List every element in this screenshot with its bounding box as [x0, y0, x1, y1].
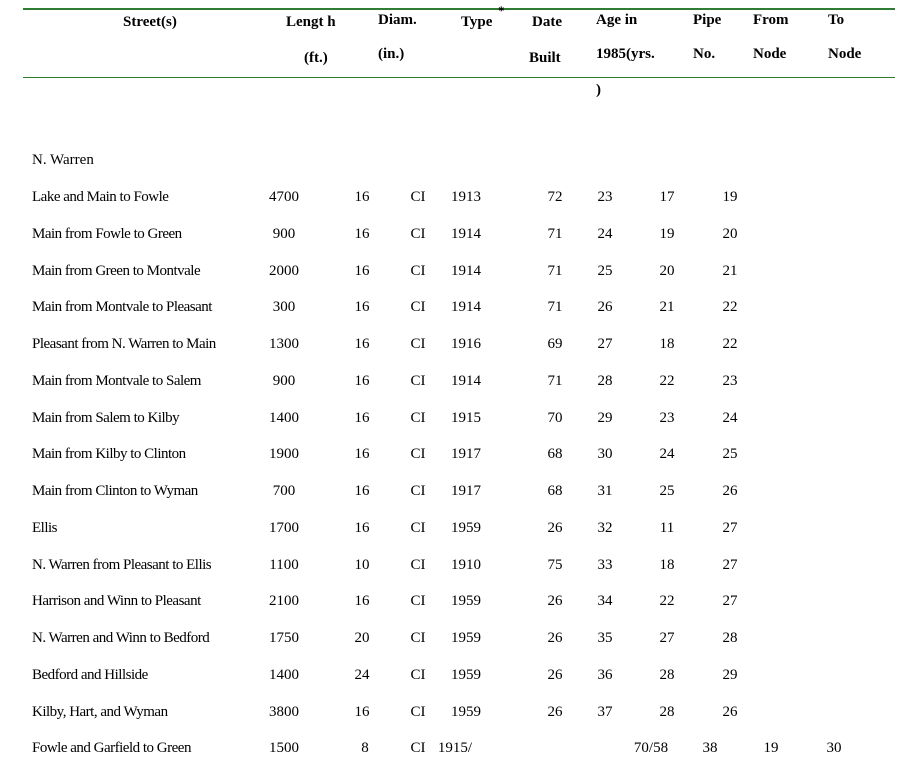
cell-length: 1100	[269, 557, 299, 573]
cell-date: 1959	[451, 630, 481, 646]
cell-pipe: 32	[597, 520, 613, 536]
cell-type: CI	[410, 410, 426, 426]
cell-from: 25	[659, 483, 675, 499]
cell-pipe: 23	[597, 189, 613, 205]
cell-to: 19	[722, 189, 738, 205]
cell-pipe: 29	[597, 410, 613, 426]
cell-street: Fowle and Garfield to Green	[32, 740, 191, 756]
cell-length: 1900	[269, 446, 299, 462]
header-street: Street(s)	[123, 14, 177, 30]
cell-street: Main from Montvale to Salem	[32, 373, 201, 389]
cell-street: N. Warren and Winn to Bedford	[32, 630, 210, 646]
cell-age: 26	[547, 704, 563, 720]
cell-to: 21	[722, 263, 738, 279]
cell-age: 75	[547, 557, 563, 573]
cell-diam: 16	[354, 483, 370, 499]
cell-from: 21	[659, 299, 675, 315]
cell-date: 1914	[451, 373, 481, 389]
cell-type: CI	[410, 557, 426, 573]
cell-pipe: 30	[597, 446, 613, 462]
cell-diam: 16	[354, 299, 370, 315]
cell-age: 71	[547, 373, 563, 389]
cell-to: 23	[722, 373, 738, 389]
cell-from: 18	[659, 557, 675, 573]
cell-type: CI	[410, 520, 426, 536]
cell-pipe: 38	[702, 740, 718, 756]
header-length-line1: Lengt h	[286, 14, 336, 30]
cell-to: 20	[722, 226, 738, 242]
cell-to: 26	[722, 704, 738, 720]
cell-length: 1500	[269, 740, 299, 756]
cell-length: 1700	[269, 520, 299, 536]
cell-date: 1917	[451, 446, 481, 462]
cell-length: 1400	[269, 667, 299, 683]
cell-street: Main from Salem to Kilby	[32, 410, 180, 426]
cell-age: 71	[547, 299, 563, 315]
cell-type: CI	[410, 226, 426, 242]
cell-length: 1300	[269, 336, 299, 352]
header-age-line2: 1985(yrs.	[596, 46, 655, 62]
cell-street: Lake and Main to Fowle	[32, 189, 169, 205]
cell-diam: 16	[354, 520, 370, 536]
cell-pipe: 34	[597, 593, 613, 609]
cell-date: 1913	[451, 189, 481, 205]
cell-to: 26	[722, 483, 738, 499]
cell-type: CI	[410, 189, 426, 205]
cell-date: 1915	[451, 410, 481, 426]
cell-diam: 16	[354, 373, 370, 389]
cell-length: 900	[272, 373, 296, 389]
cell-street: Main from Clinton to Wyman	[32, 483, 198, 499]
cell-type: CI	[410, 336, 426, 352]
cell-type: CI	[410, 299, 426, 315]
cell-type: CI	[410, 593, 426, 609]
cell-length: 700	[272, 483, 296, 499]
cell-street: Ellis	[32, 520, 58, 536]
header-from-line1: From	[753, 12, 789, 28]
cell-pipe: 28	[597, 373, 613, 389]
cell-to: 27	[722, 593, 738, 609]
cell-age: 26	[547, 520, 563, 536]
cell-street: Main from Green to Montvale	[32, 263, 201, 279]
header-pipe-line1: Pipe	[693, 12, 722, 28]
cell-street: Main from Fowle to Green	[32, 226, 182, 242]
cell-length: 900	[272, 226, 296, 242]
header-pipe-line2: No.	[693, 46, 716, 62]
header-to-line2: Node	[828, 46, 862, 62]
cell-street: Main from Montvale to Pleasant	[32, 299, 212, 315]
cell-age: 26	[547, 593, 563, 609]
cell-diam: 16	[354, 410, 370, 426]
cell-diam: 16	[354, 704, 370, 720]
cell-date: 1914	[451, 299, 481, 315]
cell-date: 1914	[451, 226, 481, 242]
cell-length: 2100	[269, 593, 299, 609]
cell-date: 1917	[451, 483, 481, 499]
cell-date: 1910	[451, 557, 481, 573]
cell-length: 1400	[269, 410, 299, 426]
cell-type: CI	[410, 704, 426, 720]
cell-from: 28	[659, 667, 675, 683]
cell-from: 17	[659, 189, 675, 205]
cell-type: CI	[410, 263, 426, 279]
cell-from: 27	[659, 630, 675, 646]
header-date-line1: Date	[532, 14, 562, 30]
cell-date: 1914	[451, 263, 481, 279]
cell-age: 71	[547, 226, 563, 242]
cell-age: 72	[547, 189, 563, 205]
cell-to: 22	[722, 299, 738, 315]
cell-pipe: 31	[597, 483, 613, 499]
cell-age: 68	[547, 446, 563, 462]
cell-pipe: 26	[597, 299, 613, 315]
cell-diam: 16	[354, 336, 370, 352]
cell-age: 68	[547, 483, 563, 499]
cell-pipe: 27	[597, 336, 613, 352]
header-type: Type	[461, 14, 493, 30]
cell-date: 1959	[451, 704, 481, 720]
cell-length: 2000	[269, 263, 299, 279]
cell-diam: 16	[354, 226, 370, 242]
cell-pipe: 24	[597, 226, 613, 242]
cell-street: Kilby, Hart, and Wyman	[32, 704, 168, 720]
cell-type: CI	[410, 446, 426, 462]
cell-from: 19	[763, 740, 779, 756]
cell-date: 1959	[451, 593, 481, 609]
cell-from: 11	[659, 520, 675, 536]
cell-length: 3800	[269, 704, 299, 720]
cell-pipe: 25	[597, 263, 613, 279]
header-from-line2: Node	[753, 46, 787, 62]
header-bottom-rule	[23, 77, 895, 78]
cell-diam: 16	[354, 593, 370, 609]
header-diam-line2: (in.)	[378, 46, 405, 62]
cell-to: 29	[722, 667, 738, 683]
cell-age: 70	[547, 410, 563, 426]
cell-pipe: 35	[597, 630, 613, 646]
cell-type: CI	[410, 667, 426, 683]
cell-from: 23	[659, 410, 675, 426]
cell-from: 24	[659, 446, 675, 462]
cell-to: 22	[722, 336, 738, 352]
cell-diam: 16	[354, 189, 370, 205]
cell-type: CI	[410, 373, 426, 389]
cell-from: 19	[659, 226, 675, 242]
cell-street: N. Warren from Pleasant to Ellis	[32, 557, 212, 573]
cell-from: 28	[659, 704, 675, 720]
header-date-line2: Built	[529, 50, 561, 66]
cell-from: 20	[659, 263, 675, 279]
cell-diam: 20	[354, 630, 370, 646]
header-age-line3: )	[596, 82, 601, 98]
section-label: N. Warren	[32, 152, 94, 168]
cell-length: 4700	[269, 189, 299, 205]
cell-date: 1959	[451, 667, 481, 683]
cell-age: 26	[547, 667, 563, 683]
cell-street: Harrison and Winn to Pleasant	[32, 593, 201, 609]
cell-from: 22	[659, 373, 675, 389]
cell-date: 1916	[451, 336, 481, 352]
cell-date: 1915/	[437, 740, 473, 756]
header-diam-line1: Diam.	[378, 12, 417, 28]
cell-type: CI	[410, 630, 426, 646]
cell-to: 24	[722, 410, 738, 426]
cell-type: CI	[410, 740, 426, 756]
header-type-footnote-mark: *	[498, 3, 505, 18]
header-to-line1: To	[828, 12, 845, 28]
cell-length: 300	[272, 299, 296, 315]
cell-diam: 16	[354, 446, 370, 462]
cell-street: Bedford and Hillside	[32, 667, 148, 683]
cell-from: 22	[659, 593, 675, 609]
cell-diam: 10	[354, 557, 370, 573]
cell-to: 28	[722, 630, 738, 646]
cell-age: 71	[547, 263, 563, 279]
cell-pipe: 33	[597, 557, 613, 573]
cell-street: Pleasant from N. Warren to Main	[32, 336, 216, 352]
cell-type: CI	[410, 483, 426, 499]
cell-age: 70/58	[633, 740, 669, 756]
cell-street: Main from Kilby to Clinton	[32, 446, 186, 462]
cell-to: 25	[722, 446, 738, 462]
header-age-line1: Age in	[596, 12, 638, 28]
cell-diam: 16	[354, 263, 370, 279]
cell-to: 27	[722, 557, 738, 573]
cell-to: 27	[722, 520, 738, 536]
cell-from: 18	[659, 336, 675, 352]
cell-length: 1750	[269, 630, 299, 646]
cell-age: 69	[547, 336, 563, 352]
header-length-line2: (ft.)	[304, 50, 328, 66]
cell-diam: 24	[354, 667, 370, 683]
cell-age: 26	[547, 630, 563, 646]
table-top-rule	[23, 8, 895, 10]
cell-to: 30	[826, 740, 842, 756]
cell-date: 1959	[451, 520, 481, 536]
cell-diam: 8	[361, 740, 369, 756]
cell-pipe: 36	[597, 667, 613, 683]
cell-pipe: 37	[597, 704, 613, 720]
